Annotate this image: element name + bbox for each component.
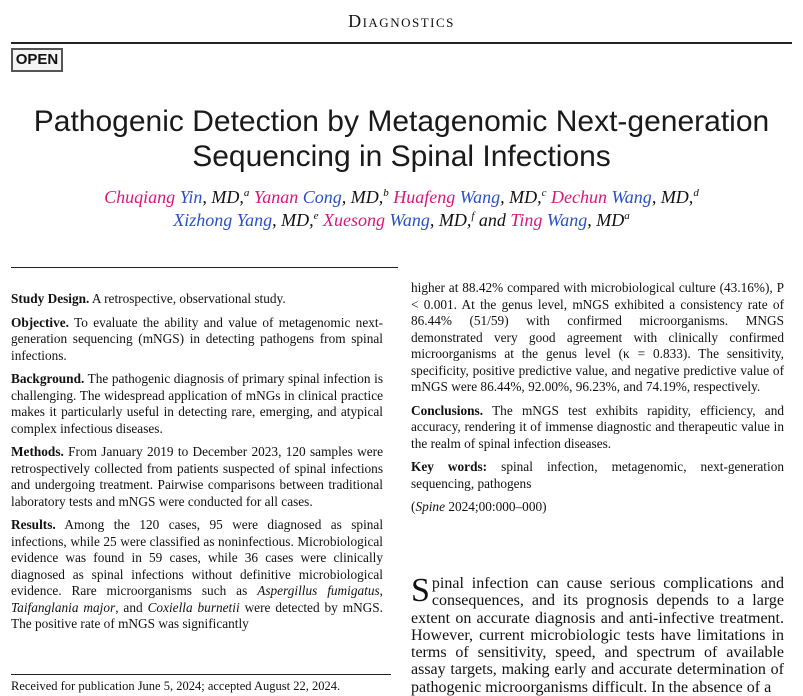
open-access-badge: OPEN	[11, 48, 63, 72]
author-link[interactable]: Xizhong Yang	[173, 210, 273, 230]
author-link[interactable]: Huafeng Wang	[393, 187, 501, 207]
journal-section-header: Diagnostics	[348, 11, 455, 31]
author-link[interactable]: Chuqiang Yin	[104, 187, 203, 207]
drop-cap: S	[411, 572, 430, 609]
abstract-divider	[11, 267, 398, 268]
abstract-study-design: Study Design. A retrospective, observational study.	[11, 291, 286, 306]
author-link[interactable]: Dechun Wang	[550, 187, 652, 207]
author-list	[0, 186, 803, 232]
abstract-background: Background. The pathogenic diagnosis of primary spinal infection is challenging. The widespread application of mNGs in clinical practice makes it particularly useful in detecting rare, emerging, and atypical complex infectious diseases.	[11, 371, 383, 436]
abstract-results-continued: higher at 88.42% compared with microbiological culture (43.16%), P < 0.001. At the genus level, mNGS exhibited a consistency rate of 86.44% (51/59) with confirmed microorganisms. MNGS demonstrated very good agreement with clinically confirmed microorganisms at the genus level (κ = 0.833). The sensitivity, specificity, positive predictive value, and negative predictive value of mNGS were 86.44%, 92.00%, 96.23%, and 74.19%, respectively.	[411, 280, 784, 394]
header-divider	[11, 42, 792, 44]
author-line-2: Xizhong Yang, MD,$^e$ Xuesong Wang, MD,$^f$ and Ting Wang, $MD^a$	[173, 210, 630, 230]
abstract-results: Results. Among the 120 cases, 95 were diagnosed as spinal infections, while 25 were classified as noninfectious. Microbiological evidence was found in 59 cases, while 36 cases were clinically diagnosed as spinal infections without definitive microbiological evidence. Rare microorganisms such as Aspergillus fumigatus, Taifanglania major, and Coxiella burnetii were detected by mNGS. The positive rate of mNGS was significantly	[11, 517, 384, 631]
abstract-citation: (Spine 2024;00:000–000)	[411, 499, 547, 514]
author-link[interactable]: Yanan Cong	[253, 187, 342, 207]
abstract-keywords: Key words: spinal infection, metagenomic, next-generation sequencing, pathogens	[411, 459, 784, 491]
article-title	[0, 104, 803, 174]
abstract-objective: Objective. To evaluate the ability and value of metagenomic next-generation sequencing (mNGS) in detecting pathogens from spinal infections.	[11, 314, 384, 363]
introduction-text: pinal infection can cause serious complications and consequences, and its prognosis depends to a large extent on accurate diagnosis and anti-infective treatment. However, current microbiologic tests have limitations in terms of sensitivity, speed, and spectrum of available assay targets, making early and accurate determination of pathogenic microorganisms difficult. In the absence of a	[411, 575, 784, 696]
abstract-right-column	[411, 280, 784, 523]
received-footnote: Received for publication June 5, 2024; accepted August 22, 2024.	[11, 674, 391, 694]
title-line-1: Pathogenic Detection by Metagenomic Next-generation	[33, 105, 770, 138]
abstract-left-column	[11, 291, 383, 640]
title-line-2: Sequencing in Spinal Infections	[192, 140, 611, 173]
author-line-1: Chuqiang Yin, MD,$^a$ Yanan Cong, MD,$^b$ Huafeng Wang, MD,$^c$ Dechun Wang, MD,$^d$	[104, 187, 699, 207]
abstract-conclusions: Conclusions. The mNGS test exhibits rapidity, efficiency, and accuracy, rendering it of immense diagnostic and therapeutic value in the realm of spinal infection diseases.	[411, 402, 784, 451]
author-link[interactable]: Xuesong Wang	[322, 210, 430, 230]
introduction-paragraph	[411, 572, 784, 696]
abstract-methods: Methods. From January 2019 to December 2023, 120 samples were retrospectively collected from patients suspected of spinal infections and undergoing treatment. Pairwise comparisons between traditional laboratory tests and mNGS were conducted for all cases.	[11, 444, 383, 509]
author-link[interactable]: Ting Wang	[510, 210, 588, 230]
